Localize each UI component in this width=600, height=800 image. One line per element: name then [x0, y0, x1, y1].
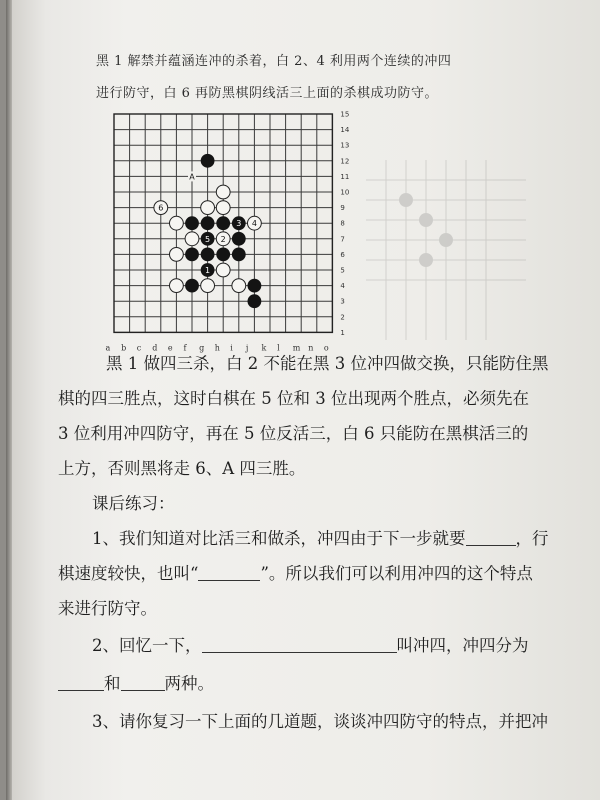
row-label: 5 — [340, 266, 345, 275]
black-stone — [201, 216, 215, 230]
white-stone — [170, 216, 184, 230]
black-stone — [185, 279, 199, 293]
black-stone — [185, 216, 199, 230]
black-stone — [185, 248, 199, 262]
column-label: g — [199, 343, 205, 353]
move-number-label: 5 — [205, 234, 211, 244]
white-stone — [216, 185, 230, 199]
white-stone — [201, 279, 215, 293]
column-label: o — [323, 343, 329, 353]
black-stone — [232, 232, 246, 246]
black-stone — [248, 294, 262, 308]
column-label: a — [105, 343, 111, 353]
row-label: 1 — [340, 328, 345, 337]
top-paragraph-line-1: 黑 1 解禁并蕴涵连冲的杀着，白 2、4 利用两个连续的冲四 — [96, 54, 452, 69]
white-stone — [170, 279, 184, 293]
move-number-label: 3 — [236, 219, 242, 229]
row-label: 10 — [340, 188, 350, 197]
exercise-1-text-b: ，行 — [515, 529, 549, 548]
row-label: 11 — [340, 172, 350, 181]
column-label: c — [136, 343, 142, 353]
column-label: h — [214, 343, 220, 353]
answer-blank-3[interactable] — [202, 638, 397, 653]
row-label: 9 — [340, 204, 345, 213]
row-label: 12 — [340, 157, 350, 166]
column-label: b — [121, 343, 127, 353]
black-stone — [201, 248, 215, 262]
column-label: l — [277, 343, 280, 353]
point-mark-label: A — [189, 172, 195, 182]
page-edge — [6, 0, 12, 800]
answer-blank-2[interactable] — [198, 566, 260, 581]
row-label: 2 — [340, 313, 345, 322]
row-label: 13 — [340, 141, 350, 150]
row-label: 8 — [340, 219, 345, 228]
black-stone — [216, 216, 230, 230]
answer-blank-5[interactable] — [121, 676, 165, 691]
exercise-1-text-a: 1、我们知道对比活三和做杀，冲四由于下一步就要 — [92, 529, 466, 548]
exercise-2-text-b: 叫冲四，冲四分为 — [396, 636, 529, 655]
white-stone — [232, 279, 246, 293]
column-label: e — [167, 343, 173, 353]
book-page: 黑 1 解禁并蕴涵连冲的杀着，白 2、4 利用两个连续的冲四 进行防守，白 6 再防黑棋阴线活三上面的杀棋成功防守。 15 14 13 12 11 10 9 8 7 6 5 4 3 2 1 a b c d e f g h i j k l m n o 3 5 1 6 4 2 A 黑 1 做四三杀，白 2 不能在黑 3 位冲四做交换，只能防住黑 棋的四三胜点，这时白棋在 5 位和 3 位出现两个胜点，必须先在 3 位利用冲四防守，再在 5 位反活三，白 6 只能防在黑棋活三的 上方，否则黑将走 6、A 四三胜。 课后练习： 1、我们知道对比活三和做杀，冲四由于下一步就要 ，行 棋速度较快，也叫“ ”。所以我们可以利用冲四的这个特点 来进行防守。 2、回忆一下， 叫冲四，冲四分为 和 两种。 3、请你复习一下上面的几道题，谈谈冲四防守的特点，并把冲 — [6, 0, 600, 800]
white-stone — [185, 232, 199, 246]
white-stone — [216, 263, 230, 277]
row-label: 14 — [340, 126, 350, 135]
answer-blank-4[interactable] — [58, 676, 104, 691]
white-stone — [216, 201, 230, 215]
row-label: 3 — [340, 297, 345, 306]
column-label: m — [292, 343, 301, 353]
exercise-2-text-d: 两种。 — [164, 674, 214, 693]
exercise-1-text-d: ”。所以我们可以利用冲四的这个特点 — [260, 564, 533, 583]
move-number-label: 4 — [251, 219, 257, 229]
row-label: 6 — [340, 250, 345, 259]
exercise-2-text-c: 和 — [104, 674, 121, 693]
top-paragraph-line-2: 进行防守，白 6 再防黑棋阴线活三上面的杀棋成功防守。 — [96, 86, 439, 101]
row-label: 7 — [340, 235, 345, 244]
exercise-1-text-c: 棋速度较快，也叫“ — [58, 564, 199, 583]
top-paragraph — [96, 46, 566, 110]
white-stone — [170, 248, 184, 262]
gomoku-diagram — [102, 104, 372, 353]
row-label: 4 — [340, 282, 345, 291]
bleed-through-diagram — [366, 160, 526, 340]
move-number-label: 1 — [205, 266, 211, 275]
black-stone — [201, 154, 215, 168]
column-label: n — [308, 343, 314, 353]
black-stone — [248, 279, 262, 293]
move-number-label: 2 — [220, 234, 226, 244]
move-number-label: 6 — [158, 203, 164, 213]
exercise-2-text-a: 2、回忆一下， — [92, 636, 202, 655]
column-label: f — [183, 343, 187, 353]
row-label: 15 — [340, 110, 350, 119]
column-label: i — [230, 343, 233, 353]
gomoku-board — [102, 104, 372, 353]
answer-blank-1[interactable] — [466, 531, 516, 546]
white-stone — [201, 201, 215, 215]
column-label: d — [152, 343, 158, 353]
black-stone — [232, 248, 246, 262]
black-stone — [216, 248, 230, 262]
column-label: j — [245, 343, 249, 353]
column-label: k — [261, 343, 267, 353]
